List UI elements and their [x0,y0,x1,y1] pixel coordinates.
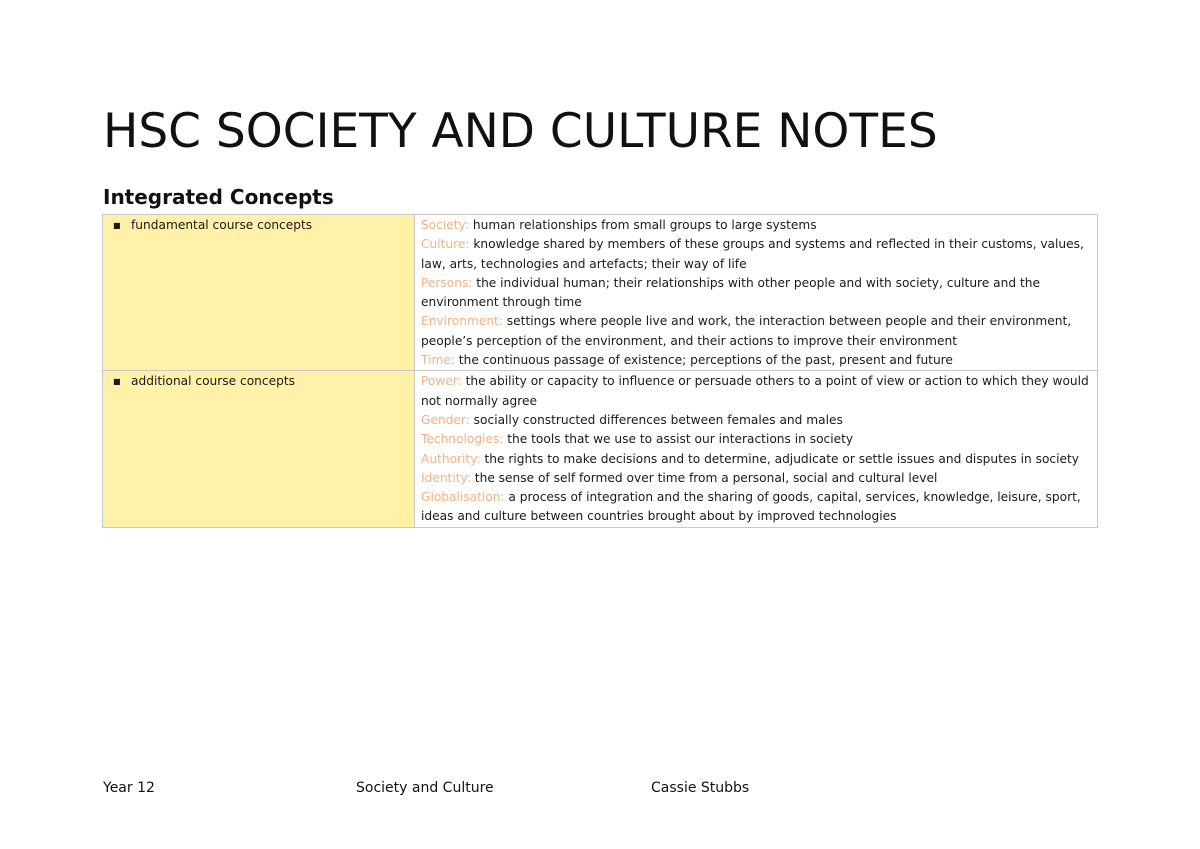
term-label: Power: [421,374,462,389]
definition-entry [421,351,1091,370]
term-label: Persons: [421,275,473,290]
definition-text: the continuous passage of existence; perceptions of the past, present and future [454,353,953,368]
definition-entry [421,469,1091,488]
term-label: Identity: [421,470,471,485]
category-cell [103,215,415,371]
definition-entry [421,312,1091,351]
definition-text: the ability or capacity to influence or persuade others to a point of view or action to which they would not normally agree [421,374,1089,408]
definition-entry [421,372,1091,411]
bullet-square-icon: ■ [113,221,121,230]
definition-text: settings where people live and work, the interaction between people and their environment, people’s perception of the environment, and their actions to improve their environment [421,314,1072,348]
definition-entry [421,411,1091,430]
definition-text: the rights to make decisions and to determine, adjudicate or settle issues and disputes in society [480,451,1079,466]
definition-text: a process of integration and the sharing of goods, capital, services, knowledge, leisure, sport, ideas and culture between countries brought about by improved technologies [421,490,1081,524]
footer-year: Year 12 [103,780,155,796]
definition-text: knowledge shared by members of these groups and systems and reflected in their customs, values, law, arts, technologies and artefacts; their way of life [421,237,1084,271]
list-item [109,216,408,235]
definition-entry [421,450,1091,469]
footer-subject: Society and Culture [356,780,494,796]
definition-entry [421,235,1091,274]
term-label: Time: [421,353,455,368]
bullet-square-icon: ■ [113,377,121,387]
category-cell [103,371,415,527]
definition-text: the individual human; their relationships with other people and with society, culture and the environment through time [421,275,1040,310]
definition-entry [421,274,1091,313]
category-label: additional course concepts [131,374,295,389]
term-label: Society: [421,218,469,232]
definition-text: human relationships from small groups to large systems [469,218,817,232]
concepts-table [102,214,1098,528]
footer-author: Cassie Stubbs [651,780,750,796]
definition-entry [421,216,1091,235]
term-label: Gender: [421,412,470,427]
term-label: Environment: [421,314,503,329]
definition-text: the sense of self formed over time from a personal, social and cultural level [470,470,938,485]
term-label: Culture: [421,237,470,252]
definition-entry [421,430,1091,449]
definition-entry [421,488,1091,527]
page-title: HSC SOCIETY AND CULTURE NOTES [103,104,938,159]
category-label: fundamental course concepts [131,218,313,232]
term-label: Globalisation: [421,490,505,505]
term-label: Technologies: [421,432,504,447]
list-item [109,372,408,391]
table-row [103,371,1098,527]
section-heading: Integrated Concepts [103,185,334,209]
definitions-cell [415,215,1098,371]
definition-text: the tools that we use to assist our interactions in society [503,432,854,447]
table-row [103,215,1098,371]
definition-text: socially constructed differences between females and males [469,412,843,427]
term-label: Authority: [421,451,481,466]
definitions-cell [415,371,1098,527]
